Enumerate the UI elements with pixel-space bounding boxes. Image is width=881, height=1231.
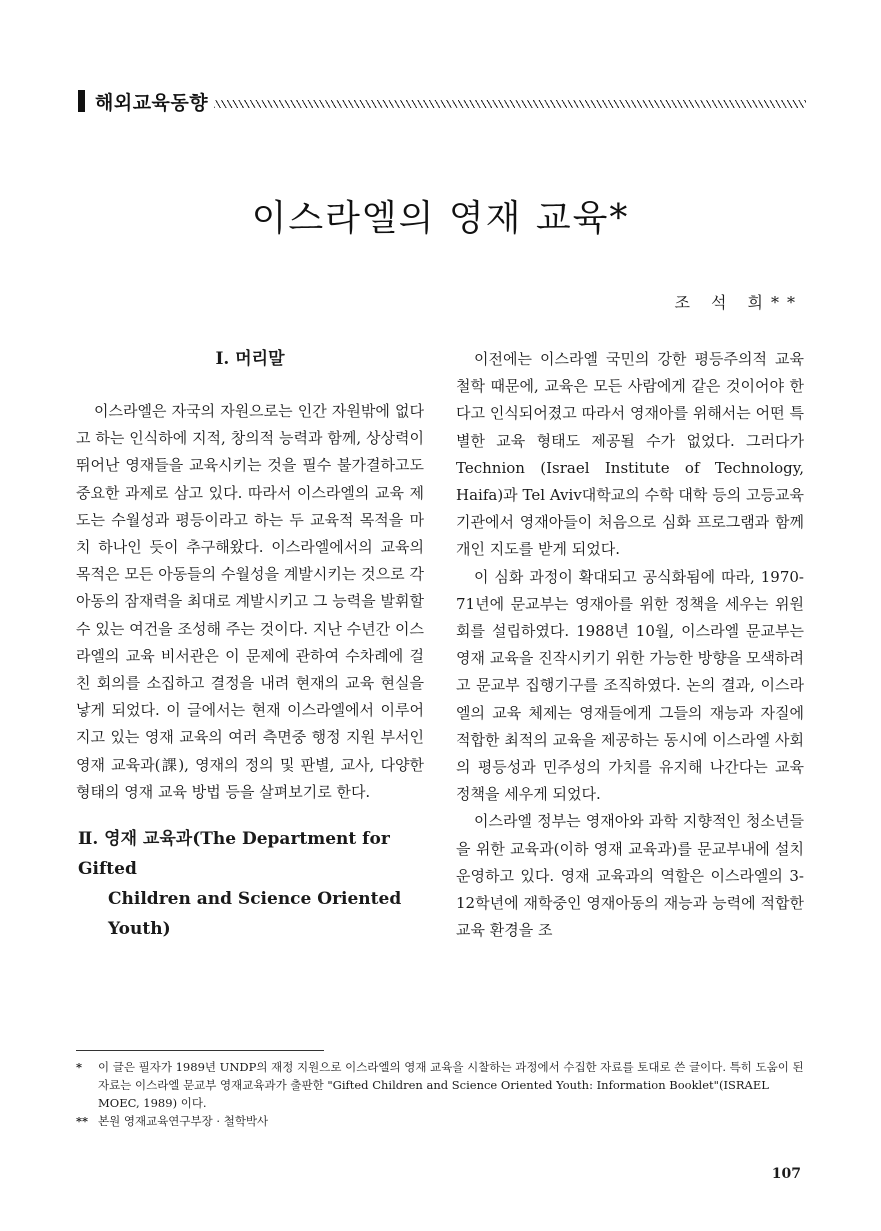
- footnotes: [76, 1058, 806, 1130]
- footnote-1: [76, 1058, 806, 1112]
- footnote-divider: [76, 1050, 324, 1051]
- section-1-heading: Ⅰ. 머리말: [215, 349, 285, 369]
- footnote-1-text: 이 글은 필자가 1989년 UNDP의 재정 지원으로 이스라엘의 영재 교육을 시찰하는 과정에서 수집한 자료를 토대로 쓴 글이다. 특히 도움이 된 자료는 이스라엘 문교부 영재교육과가 출판한 "Gifted Children and Science Oriented Youth: Information Booklet"(ISRAEL MOEC, 1989) 이다.: [98, 1060, 804, 1110]
- footnote-2: [76, 1112, 806, 1130]
- footnote-2-text: 본원 영재교육연구부장 · 철학박사: [98, 1114, 269, 1128]
- section-2-heading-line1: Ⅱ. 영재 교육과(The Department for Gifted: [78, 829, 390, 880]
- header-marker-bar: [78, 90, 85, 112]
- header-hatch-rule: [214, 100, 806, 108]
- footnote-2-mark: **: [76, 1114, 89, 1128]
- article-author: 조 석 희**: [674, 293, 803, 312]
- right-paragraph-1: 이전에는 이스라엘 국민의 강한 평등주의적 교육 철학 때문에, 교육은 모든 사람에게 같은 것이어야 한다고 인식되어졌고 따라서 영재아를 위해서는 어떤 특별한 교육 형태도 제공될 수가 없었다. 그러다가 Technion (Israel Institute of Technology, Haifa)과 Tel Aviv대학교의 수학 대학 등의 고등교육기관에서 영재아들이 처음으로 심화 프로그램과 함께 개인 지도를 받게 되었다.: [456, 350, 804, 559]
- section-2-heading: [76, 824, 424, 944]
- right-paragraph-3: 이스라엘 정부는 영재아와 과학 지향적인 청소년들을 위한 교육과(이하 영재 교육과)를 문교부내에 설치 운영하고 있다. 영재 교육과의 역할은 이스라엘의 3-12학년에 재학중인 영재아동의 재능과 능력에 적합한 교육 환경을 조: [456, 812, 804, 940]
- section-2-heading-line2: Children and Science Oriented Youth): [108, 889, 402, 940]
- article-title: 이스라엘의 영재 교육*: [251, 198, 630, 239]
- section-header: [78, 86, 806, 116]
- page-number: 107: [771, 1166, 801, 1182]
- section-1-paragraph: 이스라엘은 자국의 자원으로는 인간 자원밖에 없다고 하는 인식하에 지적, 창의적 능력과 함께, 상상력이 뛰어난 영재들을 교육시키는 것을 필수 불가결하고도 중요한 과제로 삼고 있다. 따라서 이스라엘의 교육 제도는 수월성과 평등이라고 하는 두 교육적 목적을 마치 하나인 듯이 추구해왔다. 이스라엘에서의 교육의 목적은 모든 아동들의 수월성을 계발시키는 것으로 각 아동의 잠재력을 최대로 계발시키고 그 능력을 발휘할 수 있는 여건을 조성해 주는 것이다. 지난 수년간 이스라엘의 교육 비서관은 이 문제에 관하여 수차례에 걸친 회의를 소집하고 결정을 내려 현재의 교육 현실을 낳게 되었다. 이 글에서는 현재 이스라엘에서 이루어지고 있는 영재 교육의 여러 측면중 행정 지원 부서인 영재 교육과(課), 영재의 정의 및 판별, 교사, 다양한 형태의 영재 교육 방법 등을 살펴보기로 한다.: [76, 402, 424, 801]
- header-section-label: 해외교육동향: [95, 91, 209, 114]
- footnote-1-mark: *: [76, 1060, 83, 1074]
- right-column: [456, 346, 804, 944]
- left-column: [76, 346, 424, 944]
- right-paragraph-2: 이 심화 과정이 확대되고 공식화됨에 따라, 1970-71년에 문교부는 영재아를 위한 정책을 세우는 위원회를 설립하였다. 1988년 10월, 이스라엘 문교부는 영재 교육을 진작시키기 위한 가능한 방향을 모색하려고 문교부 집행기구를 조직하였다. 논의 결과, 이스라엘의 교육 체제는 영재들에게 그들의 재능과 자질에 적합한 최적의 교육을 제공하는 동시에 이스라엘 사회의 평등성과 민주성의 가치를 유지해 나간다는 교육 정책을 세우게 되었다.: [456, 567, 804, 804]
